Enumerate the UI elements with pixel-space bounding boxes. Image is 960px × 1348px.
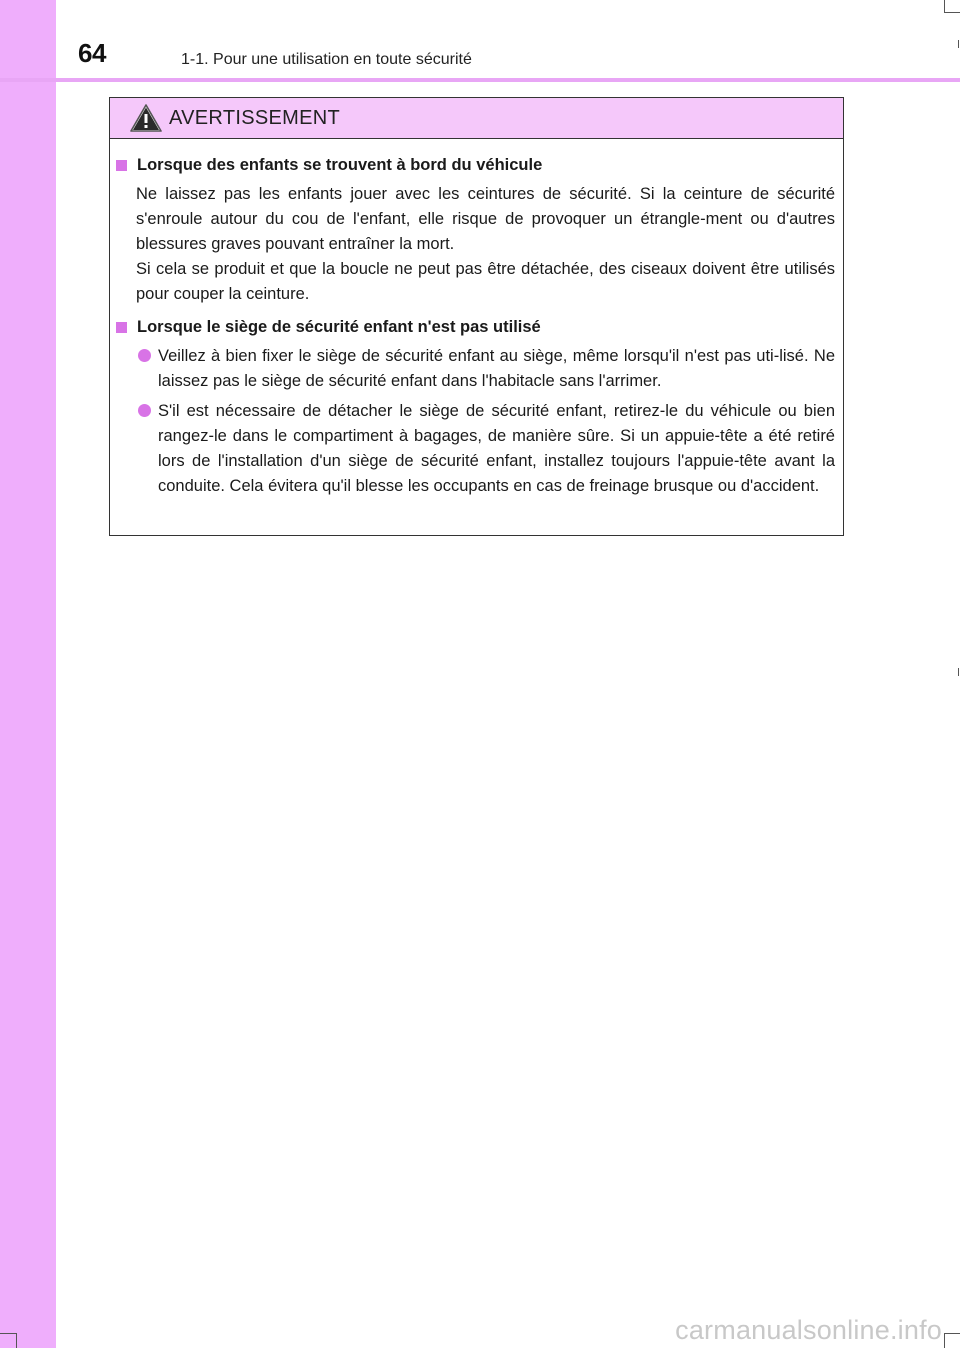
crop-mark	[16, 1333, 17, 1348]
crop-mark	[944, 1333, 945, 1348]
warning-box	[109, 97, 844, 536]
section-heading	[114, 153, 835, 178]
square-bullet-icon	[116, 160, 127, 171]
crop-mark	[958, 668, 959, 676]
round-bullet-icon	[138, 349, 151, 362]
section-heading-text: Lorsque des enfants se trouvent à bord du véhicule	[137, 156, 543, 174]
section-title: 1-1. Pour une utilisation en toute sécurité	[181, 51, 472, 68]
crop-mark	[944, 12, 960, 13]
warning-triangle-icon	[130, 104, 162, 132]
warning-section	[114, 153, 835, 307]
list-item-text: S'il est nécessaire de détacher le siège de sécurité enfant, retirez-le du véhicule ou bien rangez-le dans le compartiment à bagages, de manière sûre. Si un appuie-tête a été retiré lors de l'installation d'un siège de sécurité enfant, installez toujours l'appuie-tête avant la conduite. Cela évitera qu'il blesse les occupants en cas de freinage brusque ou d'accident.	[158, 402, 835, 495]
section-heading	[114, 315, 835, 340]
warning-header	[110, 98, 843, 139]
warning-body	[110, 139, 843, 499]
warning-title: AVERTISSEMENT	[169, 106, 340, 129]
body-paragraph: Si cela se produit et que la boucle ne peut pas être détachée, des ciseaux doivent être utilisés pour couper la ceinture.	[136, 260, 835, 303]
list-item	[114, 344, 835, 394]
side-color-band	[0, 0, 56, 1348]
round-bullet-icon	[138, 404, 151, 417]
warning-section	[114, 315, 835, 499]
crop-mark	[944, 1333, 960, 1334]
crop-mark	[944, 0, 945, 12]
list-item	[114, 399, 835, 499]
crop-mark	[958, 40, 959, 48]
section-heading-text: Lorsque le siège de sécurité enfant n'est pas utilisé	[137, 318, 541, 336]
watermark: carmanualsonline.info	[675, 1315, 942, 1345]
square-bullet-icon	[116, 322, 127, 333]
page-number: 64	[78, 38, 106, 68]
crop-mark	[0, 1333, 16, 1334]
list-item-text: Veillez à bien fixer le siège de sécurité enfant au siège, même lorsqu'il n'est pas uti-lisé. Ne laissez pas le siège de sécurité enfant dans l'habitacle sans l'arrimer.	[158, 347, 835, 390]
body-paragraph: Ne laissez pas les enfants jouer avec les ceintures de sécurité. Si la ceinture de sécurité s'enroule autour du cou de l'enfant, elle risque de provoquer un étrangle-ment ou d'autres blessures graves pouvant entraîner la mort.	[136, 185, 835, 253]
header-rule	[0, 78, 960, 82]
